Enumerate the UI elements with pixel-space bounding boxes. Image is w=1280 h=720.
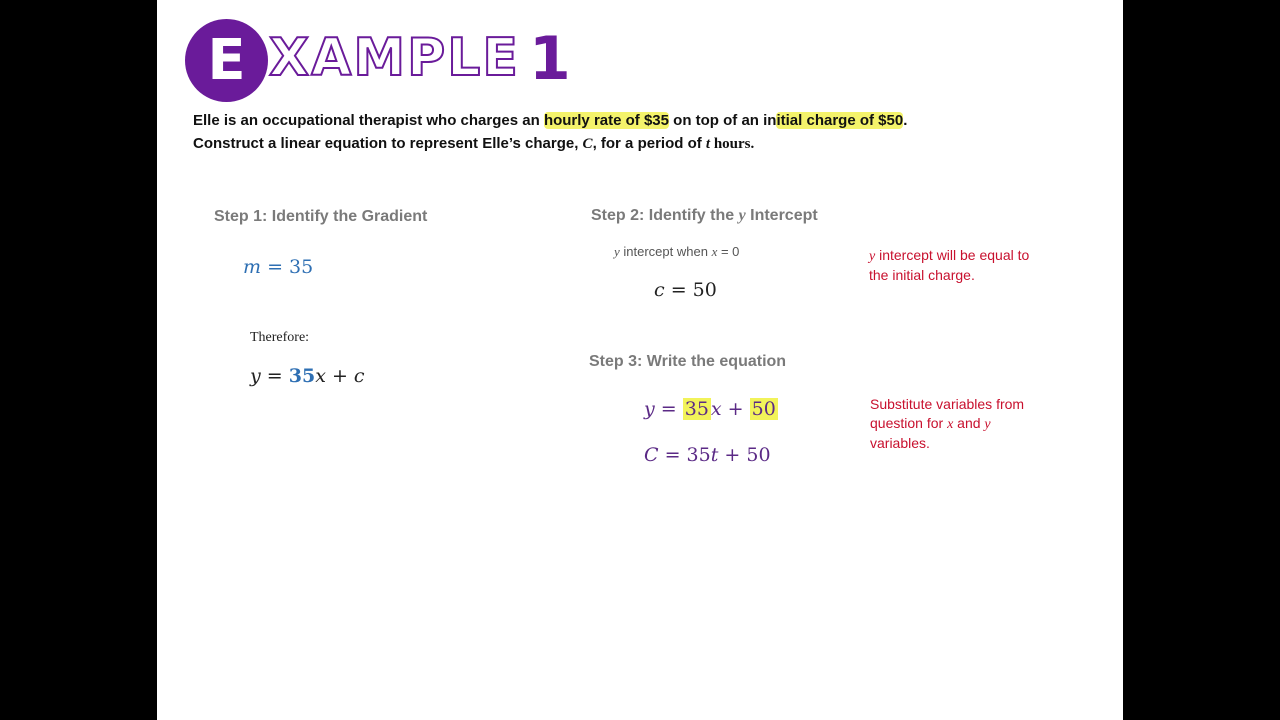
substitution-note: Substitute variables from question for x and y variables. (870, 396, 1025, 451)
highlight-hourly-rate: hourly rate of $35 (543, 112, 669, 129)
highlight-initial-charge: itial charge of $50 (776, 112, 904, 129)
therefore-label: Therefore: (250, 330, 310, 345)
slide-page (157, 0, 1123, 720)
highlight-35: 35 (684, 398, 709, 420)
gradient-equation: m = 35 (243, 256, 314, 278)
final-equation: C = 35t + 50 (644, 444, 771, 466)
step1-heading: Step 1: Identify the Gradient (214, 208, 428, 225)
question-line-1: Elle is an occupational therapist who charges an hourly rate of $35 on top of an initial charge of $50. (193, 112, 908, 129)
title-letter: E (207, 28, 246, 93)
question-line-2: Construct a linear equation to represent Elle’s charge, C, for a period of t hours. (193, 135, 755, 152)
step2-heading: Step 2: Identify the y Intercept (591, 207, 818, 224)
step3-heading: Step 3: Write the equation (589, 353, 787, 370)
substitution-equation: y = 35 x + 50 (644, 398, 776, 420)
intercept-hint: y intercept when x = 0 (614, 244, 740, 259)
title-text: XAMPLE (269, 28, 520, 88)
general-equation: y = 35x + c (250, 365, 365, 387)
title-number: 1 (529, 24, 571, 94)
highlight-50: 50 (751, 398, 776, 420)
intercept-equation: c = 50 (654, 279, 717, 301)
intercept-note: y intercept will be equal to the initial charge. (869, 247, 1030, 283)
